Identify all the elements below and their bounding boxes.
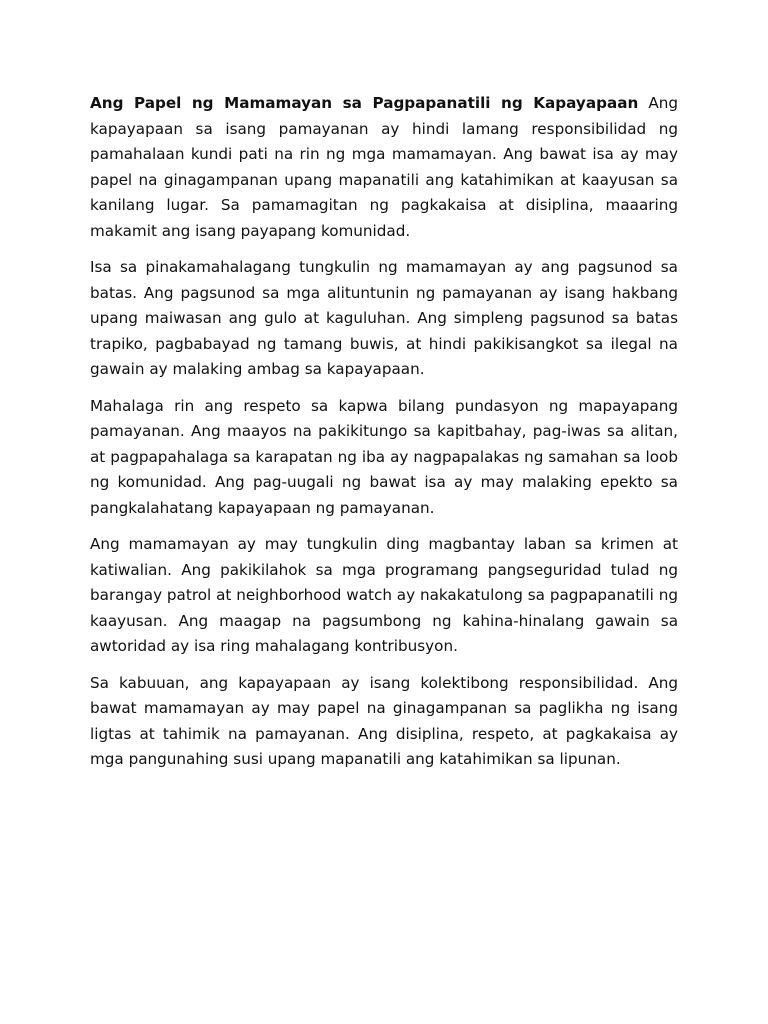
paragraph-vigilance: Ang mamamayan ay may tungkulin ding magbantay laban sa krimen at katiwalian. Ang pakikilahok sa mga programang pangseguridad tulad ng barangay patrol at neighborhood watch ay nakakatulong sa pagpapanatili ng kaayusan. Ang maagap na pagsumbong ng kahina-hinalang gawain sa awtoridad ay isa ring mahalagang kontribusyon.: [90, 535, 678, 655]
intro-paragraph: [90, 91, 678, 244]
paragraph-conclusion: Sa kabuuan, ang kapayapaan ay isang kolektibong responsibilidad. Ang bawat mamamayan ay may papel na ginagampanan sa paglikha ng isang ligtas at tahimik na pamayanan. Ang disiplina, respeto, at pagkakaisa ay mga pangunahing susi upang mapanatili ang katahimikan sa lipunan.: [90, 673, 678, 768]
paragraph-obeying-law: Isa sa pinakamahalagang tungkulin ng mamamayan ay ang pagsunod sa batas. Ang pagsunod sa mga alituntunin ng pamayanan ay isang hakbang upang maiwasan ang gulo at kaguluhan. Ang simpleng pagsunod sa batas trapiko, pagbabayad ng tamang buwis, at hindi pakikisangkot sa ilegal na gawain ay malaking ambag sa kapayapaan.: [90, 258, 678, 378]
paragraph-respect: Mahalaga rin ang respeto sa kapwa bilang pundasyon ng mapayapang pamayanan. Ang maayos na pakikitungo sa kapitbahay, pag-iwas sa alitan, at pagpapahalaga sa karapatan ng iba ay nagpapalakas ng samahan sa loob ng komunidad. Ang pag-uugali ng bawat isa ay may malaking epekto sa pangkalahatang kapayapaan ng pamayanan.: [90, 396, 678, 517]
document-title: Ang Papel ng Mamamayan sa Pagpapanatili ng Kapayapaan: [90, 94, 639, 112]
intro-text: Ang kapayapaan sa isang pamayanan ay hindi lamang responsibilidad ng pamahalaan kundi pati na rin ng mga mamamayan. Ang bawat isa ay may papel na ginagampanan upang mapanatili ang katahimikan at kaayusan sa kanilang lugar. Sa pamamagitan ng pagkakaisa at disiplina, maaaring makamit ang isang payapang komunidad.: [90, 94, 679, 240]
